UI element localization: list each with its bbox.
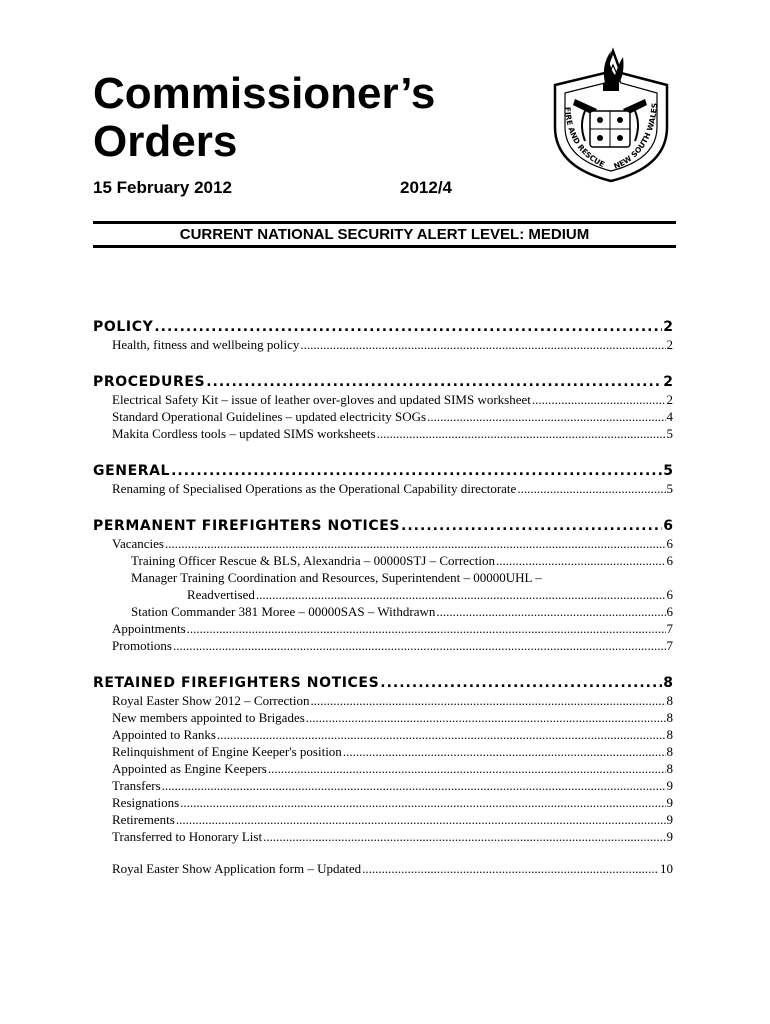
toc-entry-application-form[interactable]: Royal Easter Show Application form – Updated ..... 10 <box>93 860 673 877</box>
toc-entry-appointments[interactable]: Appointments ..... 7 <box>93 620 673 637</box>
crest-right-text: NEW SOUTH WALES <box>612 102 660 171</box>
toc-entry[interactable]: Station Commander 381 Moree – 00000SAS – Withdrawn ..... 6 <box>93 603 673 620</box>
toc-entry-wrapped[interactable]: Manager Training Coordination and Resources, Superintendent – 00000UHL – <box>131 570 542 585</box>
toc-entry-promotions[interactable]: Promotions ..... 7 <box>93 637 673 654</box>
toc-section-procedures[interactable]: PROCEDURES ..... 2 <box>93 373 673 391</box>
toc-entry[interactable]: Relinquishment of Engine Keeper's position ..... 8 <box>93 743 673 760</box>
toc-entry[interactable]: Resignations ..... 9 <box>93 794 673 811</box>
toc-section-general[interactable]: GENERAL ..... 5 <box>93 462 673 480</box>
toc-entry-continuation[interactable]: Readvertised ..... 6 <box>93 586 673 603</box>
toc-entry[interactable]: Training Officer Rescue & BLS, Alexandria – 00000STJ – Correction ..... 6 <box>93 552 673 569</box>
toc-entry[interactable]: Electrical Safety Kit – issue of leather over-gloves and updated SIMS worksheet ..... 2 <box>93 391 673 408</box>
table-of-contents <box>93 318 673 877</box>
toc-section-policy[interactable]: POLICY ..... 2 <box>93 318 673 336</box>
toc-entry[interactable]: Health, fitness and wellbeing policy ..... 2 <box>93 336 673 353</box>
toc-entry[interactable]: Royal Easter Show 2012 – Correction ..... 8 <box>93 692 673 709</box>
toc-entry[interactable]: Retirements ..... 9 <box>93 811 673 828</box>
toc-entry[interactable]: Makita Cordless tools – updated SIMS worksheets ..... 5 <box>93 425 673 442</box>
issue-number: 2012/4 <box>400 178 452 197</box>
toc-entry[interactable]: New members appointed to Brigades ..... 8 <box>93 709 673 726</box>
crest-left-text: FIRE AND RESCUE <box>562 106 607 170</box>
issue-date: 15 February 2012 <box>93 178 232 197</box>
toc-entry[interactable]: Appointed to Ranks ..... 8 <box>93 726 673 743</box>
title-line-2: Orders <box>93 117 238 166</box>
toc-entry[interactable]: Appointed as Engine Keepers ..... 8 <box>93 760 673 777</box>
fire-and-rescue-nsw-crest-icon <box>545 45 675 185</box>
spacer <box>93 845 673 860</box>
toc-entry[interactable]: Standard Operational Guidelines – updated electricity SOGs ..... 4 <box>93 408 673 425</box>
toc-section-permanent-firefighters[interactable]: PERMANENT FIREFIGHTERS NOTICES ..... 6 <box>93 517 673 535</box>
toc-entry[interactable]: Transfers ..... 9 <box>93 777 673 794</box>
security-alert-banner: CURRENT NATIONAL SECURITY ALERT LEVEL: MEDIUM <box>93 221 676 248</box>
toc-entry-vacancies[interactable]: Vacancies ..... 6 <box>93 535 673 552</box>
title-line-1: Commissioner’s <box>93 69 436 118</box>
page-title <box>93 70 435 166</box>
toc-entry[interactable]: Transferred to Honorary List ..... 9 <box>93 828 673 845</box>
toc-entry[interactable]: Renaming of Specialised Operations as the Operational Capability directorate ..... 5 <box>93 480 673 497</box>
toc-section-retained-firefighters[interactable]: RETAINED FIREFIGHTERS NOTICES ..... 8 <box>93 674 673 692</box>
